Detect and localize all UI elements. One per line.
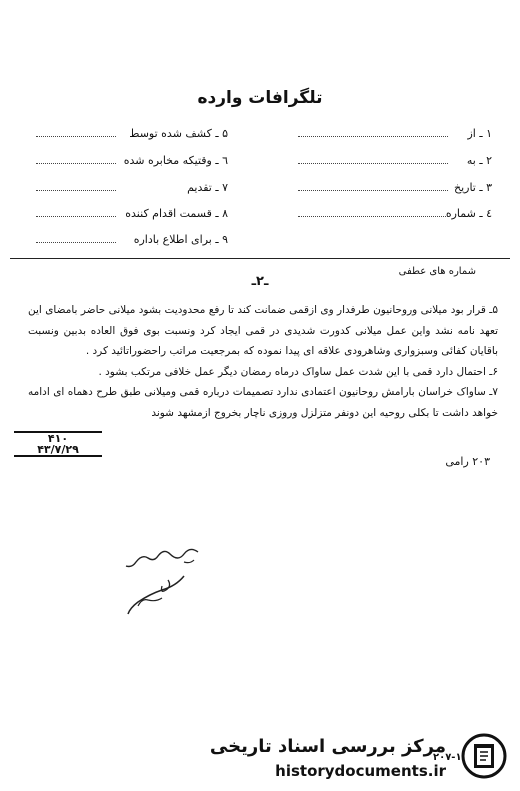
- field-for-info-line: [36, 242, 116, 243]
- stamp-date: ۴۳/۷/۲۹: [37, 443, 79, 456]
- field-from-label: ۱ ـ از: [467, 127, 492, 140]
- paragraph-6: ۶ـ احتمال دارد قمی با این شدت عمل ساواک درماه رمضان دیگر عمل خلافی مرتکب بشود .: [98, 365, 498, 378]
- field-from-line: [298, 136, 448, 137]
- field-transmitted-line: [36, 163, 116, 164]
- signature: ۲۰۳ رامی: [445, 455, 490, 468]
- stamp-number: ۴۱۰: [47, 432, 69, 445]
- field-number-line: [298, 216, 448, 217]
- handwritten-note: [98, 540, 218, 620]
- field-decoded-by-line: [36, 136, 116, 137]
- field-to: [467, 154, 492, 167]
- document-title: تلگرافات وارده: [197, 88, 323, 108]
- field-number-label: ٤ ـ شماره: [445, 207, 492, 220]
- field-submitted: [187, 181, 228, 194]
- field-action-section-line: [36, 216, 116, 217]
- paragraph-7: ۷ـ ساواک خراسان بارامش روحانیون اعتمادی ندارد تصمیمات درباره قمی ومیلانی طبق طرح دهماه ای ادامه خواهد داشت تا بکلی روحیه این دونفر متزلزل وروزی ناچار بخروج ازمشهد شوند: [28, 386, 498, 419]
- field-submitted-line: [36, 190, 116, 191]
- field-transmitted-label: ٦ ـ وقتیکه مخابره شده: [123, 154, 228, 167]
- field-submitted-label: ۷ ـ تقدیم: [187, 181, 228, 194]
- field-date-label: ۳ ـ تاریخ: [453, 181, 492, 194]
- field-date: [454, 181, 492, 194]
- field-for-info: [134, 233, 228, 246]
- field-decoded-by-label: ۵ ـ کشف شده توسط: [129, 127, 228, 140]
- registration-stamp: [14, 431, 102, 457]
- field-to-label: ۲ ـ به: [466, 154, 492, 167]
- telegram-body: [28, 300, 498, 423]
- page-number: ـ۲ـ: [251, 274, 269, 289]
- field-action-section-label: ۸ ـ قسمت اقدام کننده: [125, 207, 228, 220]
- field-action-section: [125, 207, 228, 220]
- paragraph-5: ۵ـ قرار بود میلانی وروحانیون طرفدار وی ازقمی ضمانت کند تا رفع محدودیت بشود میلانی حاضر بامضای این تعهد نامه نشد واین عمل میلانی کدورت شدیدی در قمی ایجاد کرد ونسبت بوی فوق العاده بدبین ونسبت باقایان کفائی وسبزواری وشاهرودی علاقه ای پیدا نموده که بمرجعیت مراتب راحضوراتائید کرد .: [28, 304, 498, 357]
- watermark-url: historydocuments.ir: [275, 762, 446, 780]
- watermark-title: مرکز بررسی اسناد تاریخی: [209, 736, 446, 757]
- archive-logo-icon: [460, 732, 508, 780]
- field-to-line: [298, 163, 448, 164]
- field-from: [467, 127, 492, 140]
- field-transmitted: [124, 154, 228, 167]
- field-for-info-label: ۹ ـ برای اطلاع باداره: [133, 233, 228, 246]
- reference-numbers-label: شماره های عطفی: [398, 266, 476, 277]
- field-decoded-by: [129, 127, 228, 140]
- field-date-line: [298, 190, 448, 191]
- field-number: [446, 207, 492, 220]
- header-divider: [10, 258, 510, 259]
- document-code: ۲۰۷-۱: [433, 752, 462, 763]
